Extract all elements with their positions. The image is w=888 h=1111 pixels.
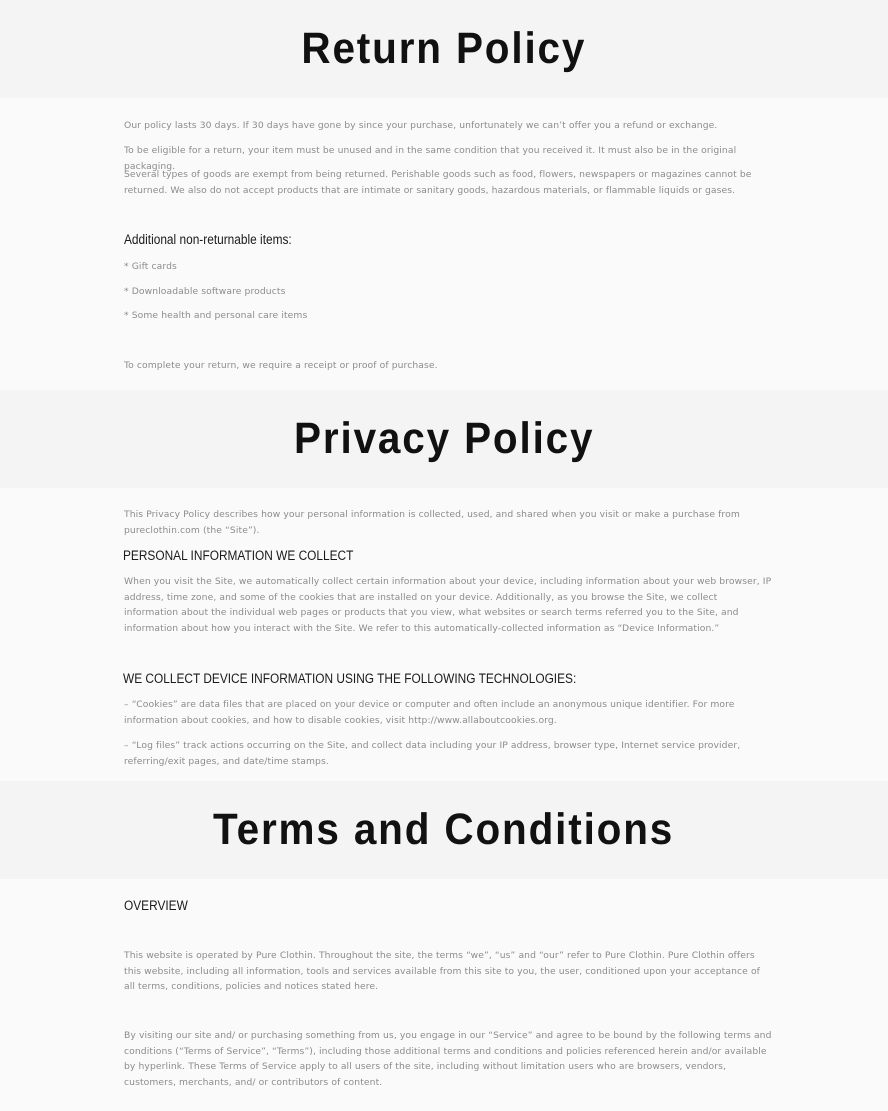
terms-paragraph: By visiting our site and/ or purchasing something from us, you engage in our “Service” and agree to be bound by the following terms and conditions (“Terms of Service”, “Terms”), including those additional terms and conditions and policies referenced herein and/or available by hyperlink. These Terms of Service apply to all users of the site, including without limitation users who are browsers, vendors, customers, merchants, and/ or contributors of content. xyxy=(124,1030,772,1088)
non-returnable-item: * Downloadable software products xyxy=(124,286,286,297)
return-policy-paragraph: Several types of goods are exempt from being returned. Perishable goods such as food, flowers, newspapers or magazines cannot be returned. We also do not accept products that are intimate or sanitary goods, hazardous materials, or flammable liquids or gases. xyxy=(124,169,752,196)
personal-info-heading: PERSONAL INFORMATION WE COLLECT xyxy=(123,548,354,563)
overview-heading: OVERVIEW xyxy=(124,898,188,913)
terms-header xyxy=(0,781,888,879)
return-policy-paragraph: Our policy lasts 30 days. If 30 days have gone by since your purchase, unfortunately we can’t offer you a refund or exchange. xyxy=(124,120,718,131)
log-files-bullet: – “Log files” track actions occurring on the Site, and collect data including your IP address, browser type, Internet service provider, referring/exit pages, and date/time stamps. xyxy=(124,740,741,767)
return-policy-header xyxy=(0,0,888,98)
terms-title: Terms and Conditions xyxy=(213,805,675,854)
cookies-bullet: – “Cookies” are data files that are placed on your device or computer and often include an anonymous unique identifier. For more information about cookies, and how to disable cookies, visit http://www.allaboutcookies.org. xyxy=(124,699,735,726)
privacy-policy-header xyxy=(0,390,888,488)
privacy-policy-title: Privacy Policy xyxy=(293,414,595,463)
non-returnable-item: * Gift cards xyxy=(124,261,177,272)
terms-section xyxy=(0,879,888,1111)
privacy-policy-section xyxy=(0,488,888,781)
non-returnable-heading: Additional non-returnable items: xyxy=(124,232,292,247)
device-info-paragraph: When you visit the Site, we automatically collect certain information about your device, including information about your web browser, IP address, time zone, and some of the cookies that are installed on your device. Additionally, as you browse the Site, we collect information about the individual web pages or products that you view, what websites or search terms referred you to the Site, and information about how you interact with the Site. We refer to this automatically-collected information as “Device Information.” xyxy=(124,576,772,634)
privacy-intro: This Privacy Policy describes how your personal information is collected, used, and shared when you visit or make a purchase from pureclothin.com (the “Site”). xyxy=(124,509,740,536)
return-policy-title: Return Policy xyxy=(301,24,587,73)
terms-paragraph: This website is operated by Pure Clothin. Throughout the site, the terms “we”, “us” and “our” refer to Pure Clothin. Pure Clothin offers this website, including all information, tools and services available from this site to you, the user, conditioned upon your acceptance of all terms, conditions, policies and notices stated here. xyxy=(124,950,760,992)
return-policy-section xyxy=(0,98,888,390)
technologies-heading: WE COLLECT DEVICE INFORMATION USING THE FOLLOWING TECHNOLOGIES: xyxy=(123,671,577,686)
return-policy-closing: To complete your return, we require a receipt or proof of purchase. xyxy=(124,360,438,371)
return-policy-paragraph: To be eligible for a return, your item must be unused and in the same condition that you received it. It must also be in the original packaging. xyxy=(124,145,737,172)
non-returnable-item: * Some health and personal care items xyxy=(124,310,308,321)
